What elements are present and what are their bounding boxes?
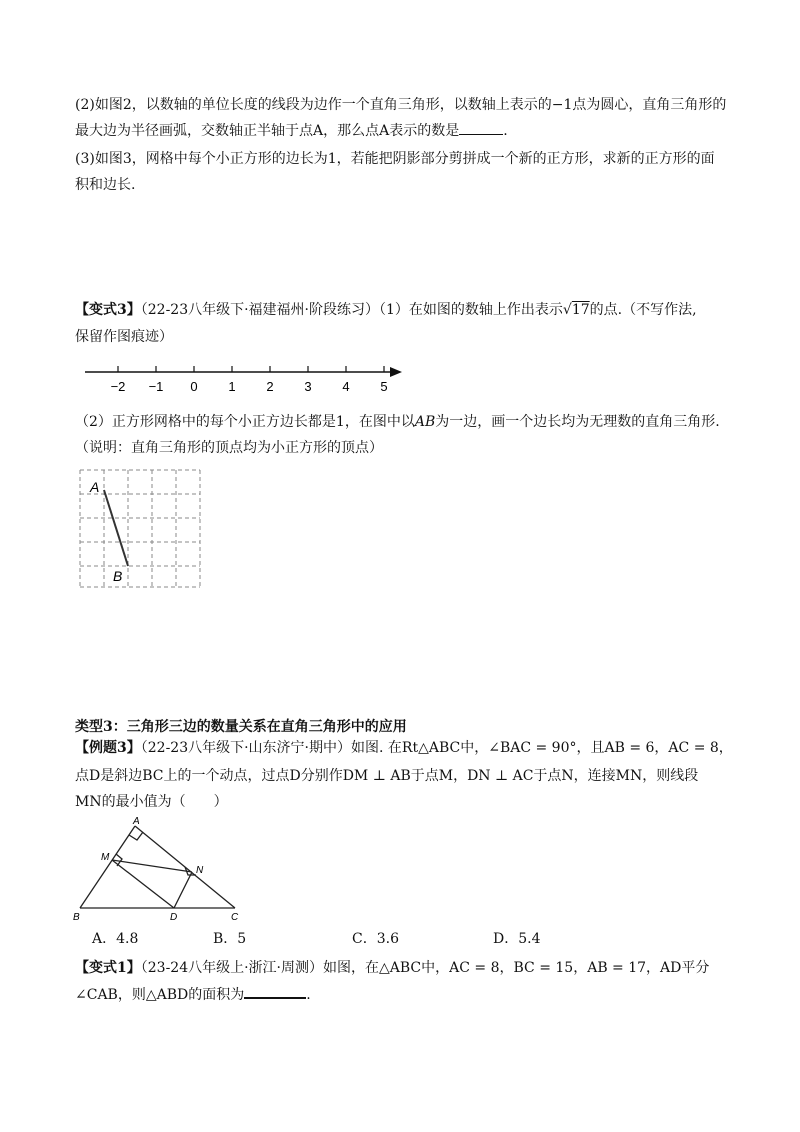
segment-ab [104,490,128,566]
variant-3-tag: 【变式3】 [75,302,141,318]
option-b[interactable]: B．5 [213,931,247,947]
point-b-label: B [113,568,123,584]
variant-3-source: （22-23八年级下·福建福州·阶段练习）（1）在如图的数轴上作出表示 [140,302,563,318]
variant-1-line-1 [75,958,709,978]
point-a-label: A [90,479,100,495]
number-line-figure [80,360,410,400]
question-2-period: . [503,123,508,139]
side-ab [80,826,135,908]
option-c[interactable]: C．3.6 [352,931,399,947]
sqrt-argument: 17 [571,302,590,318]
option-d[interactable]: D．5.4 [493,931,541,947]
segment-ab-label: AB [414,414,436,430]
variant-3-line-1 [75,300,697,320]
variant-1-line-2 [75,985,311,1005]
variant-3-q2-line-1 [75,412,720,432]
right-angle-mark-a [129,832,143,840]
variant-1-question: ∠CAB，则△ABD的面积为 [75,987,245,1003]
type-3-heading: 类型3：三角形三边的数量关系在直角三角形中的应用 [75,719,407,735]
number-line-tick-label: 2 [266,379,274,394]
question-2-line-1: (2)如图2，以数轴的单位长度的线段为边作一个直角三角形，以数轴上表示的−1点为圆心，直角三角形的 [75,97,727,113]
sqrt-symbol: √ [562,302,572,318]
option-a[interactable]: A．4.8 [92,931,139,947]
example-3-line-1 [75,738,733,758]
variant-1-tag: 【变式1】 [75,960,141,976]
answer-blank[interactable] [244,997,306,999]
number-line-tick-label: −1 [148,379,164,394]
vertex-b-label: B [73,912,80,923]
variant-3-line-2: 保留作图痕迹） [75,329,173,345]
point-n-label: N [196,865,204,876]
answer-blank[interactable] [459,134,503,135]
number-line-tick-label: 3 [304,379,312,394]
vertex-a-label: A [133,816,140,827]
number-line-tick-label: 1 [228,379,236,394]
triangle-figure [70,812,260,924]
variant-3-q2-text-b: 为一边，画一个边长均为无理数的直角三角形. [435,414,720,430]
square-grid-figure [78,468,208,593]
example-3-tag: 【例题3】 [75,740,141,756]
number-line-tick-label: −2 [110,379,126,394]
variant-3-tail: 的点.（不写作法, [589,302,697,318]
number-line-tick-label: 5 [380,379,388,394]
number-line-tick-label: 4 [342,379,350,394]
question-2-text: 最大边为半径画弧，交数轴正半轴于点A，那么点A表示的数是 [75,123,460,139]
example-3-line-2: 点D是斜边BC上的一个动点，过点D分别作DM ⊥ AB于点M，DN ⊥ AC于点N，连接MN，则线段 [75,768,699,784]
segment-mn [112,860,192,872]
number-line-tick-label: 0 [190,379,198,394]
segment-md [112,860,174,908]
variant-1-period: . [306,987,311,1003]
example-3-line-3: MN的最小值为（ ） [75,794,228,810]
point-m-label: M [101,852,110,863]
segment-nd [174,872,192,908]
point-d-label: D [170,912,178,923]
question-3-line-1: (3)如图3，网格中每个小正方形的边长为1，若能把阴影部分剪拼成一个新的正方形，求新的正方形的面 [75,151,715,167]
question-3-line-2: 积和边长. [75,177,136,193]
vertex-c-label: C [231,912,239,923]
variant-3-q2-text-a: （2）正方形网格中的每个小正方边长都是1，在图中以 [75,414,415,430]
variant-1-text: （23-24八年级上·浙江·周测）如图，在△ABC中，AC = 8，BC = 15，AB = 17，AD平分 [140,960,710,976]
variant-3-q2-line-2: （说明：直角三角形的顶点均为小正方形的顶点） [75,440,383,456]
question-2-line-2 [75,121,508,141]
example-3-text: （22-23八年级下·山东济宁·期中）如图. 在Rt△ABC中，∠BAC = 90°，且AB = 6，AC = 8， [140,740,733,756]
number-line-arrow-icon [390,367,402,377]
